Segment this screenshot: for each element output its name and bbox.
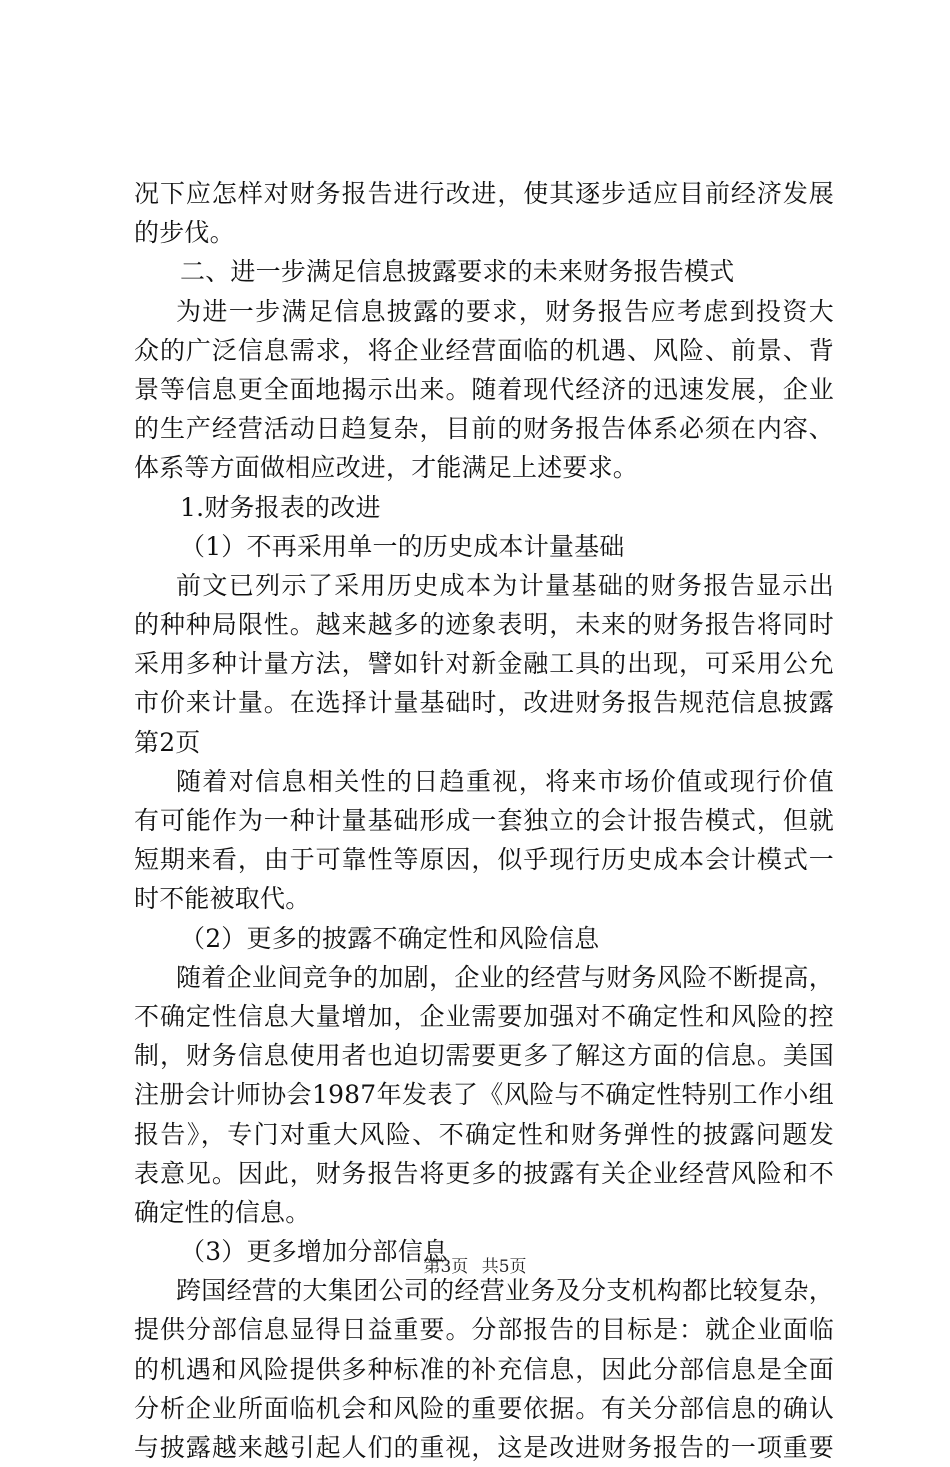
text-line: 时不能被取代。 — [134, 884, 311, 914]
text-line: 跨国经营的大集团公司的经营业务及分支机构都比较复杂， — [176, 1276, 834, 1306]
section-heading: 二、进一步满足信息披露要求的未来财务报告模式 — [180, 257, 735, 287]
subsection-heading: 1.财务报表的改进 — [180, 492, 381, 522]
text-line: 确定性的信息。 — [134, 1197, 311, 1227]
page-footer — [0, 1256, 950, 1278]
text-line: 短期来看，由于可靠性等原因，似乎现行历史成本会计模式一 — [134, 845, 834, 875]
text-line: 分析企业所面临机会和风险的重要依据。有关分部信息的确认 — [134, 1393, 834, 1423]
text-line: 景等信息更全面地揭示出来。随着现代经济的迅速发展，企业 — [134, 374, 834, 404]
text-line: 的种种局限性。越来越多的迹象表明，未来的财务报告将同时 — [134, 610, 834, 640]
text-line: 随着企业间竞争的加剧，企业的经营与财务风险不断提高， — [176, 962, 834, 992]
subsection-heading: （2）更多的披露不确定性和风险信息 — [180, 923, 600, 953]
text-line: 随着对信息相关性的日趋重视，将来市场价值或现行价值 — [176, 766, 834, 796]
text-line: 市价来计量。在选择计量基础时，改进财务报告规范信息披露 — [134, 688, 834, 718]
text-line: 众的广泛信息需求，将企业经营面临的机遇、风险、前景、背 — [134, 335, 834, 365]
text-line: 的机遇和风险提供多种标准的补充信息，因此分部信息是全面 — [134, 1354, 834, 1384]
page-total: 共5页 — [481, 1257, 527, 1277]
text-line: 为进一步满足信息披露的要求，财务报告应考虑到投资大 — [176, 296, 834, 326]
text-line: 有可能作为一种计量基础形成一套独立的会计报告模式，但就 — [134, 806, 834, 835]
text-line: 不确定性信息大量增加，企业需要加强对不确定性和风险的控 — [134, 1001, 834, 1031]
text-line: 提供分部信息显得日益重要。分部报告的目标是：就企业面临 — [134, 1315, 834, 1345]
text-line: 制，财务信息使用者也迫切需要更多了解这方面的信息。美国 — [134, 1041, 834, 1071]
subsection-heading: （3）更多增加分部信息 — [180, 1237, 449, 1267]
text-line: 采用多种计量方法，譬如针对新金融工具的出现，可采用公允 — [134, 649, 834, 679]
text-line: 的步伐。 — [134, 218, 235, 248]
text-line: 况下应怎样对财务报告进行改进，使其逐步适应目前经济发展 — [134, 179, 834, 208]
text-line: 与披露越来越引起人们的重视，这是改进财务报告的一项重要 — [134, 1433, 834, 1462]
text-line: 体系等方面做相应改进，才能满足上述要求。 — [134, 453, 639, 483]
page-number: 第3页 — [423, 1257, 469, 1277]
text-line: 前文已列示了采用历史成本为计量基础的财务报告显示出 — [176, 570, 834, 600]
text-line: 注册会计师协会1987年发表了《风险与不确定性特别工作小组 — [134, 1080, 834, 1110]
text-line: 表意见。因此，财务报告将更多的披露有关企业经营风险和不 — [134, 1158, 834, 1188]
text-line: 的生产经营活动日趋复杂，目前的财务报告体系必须在内容、 — [134, 414, 834, 444]
page-marker: 第2页 — [134, 727, 201, 757]
text-line: 报告》，专门对重大风险、不确定性和财务弹性的披露问题发 — [134, 1119, 834, 1149]
subsection-heading: （1）不再采用单一的历史成本计量基础 — [180, 531, 625, 561]
